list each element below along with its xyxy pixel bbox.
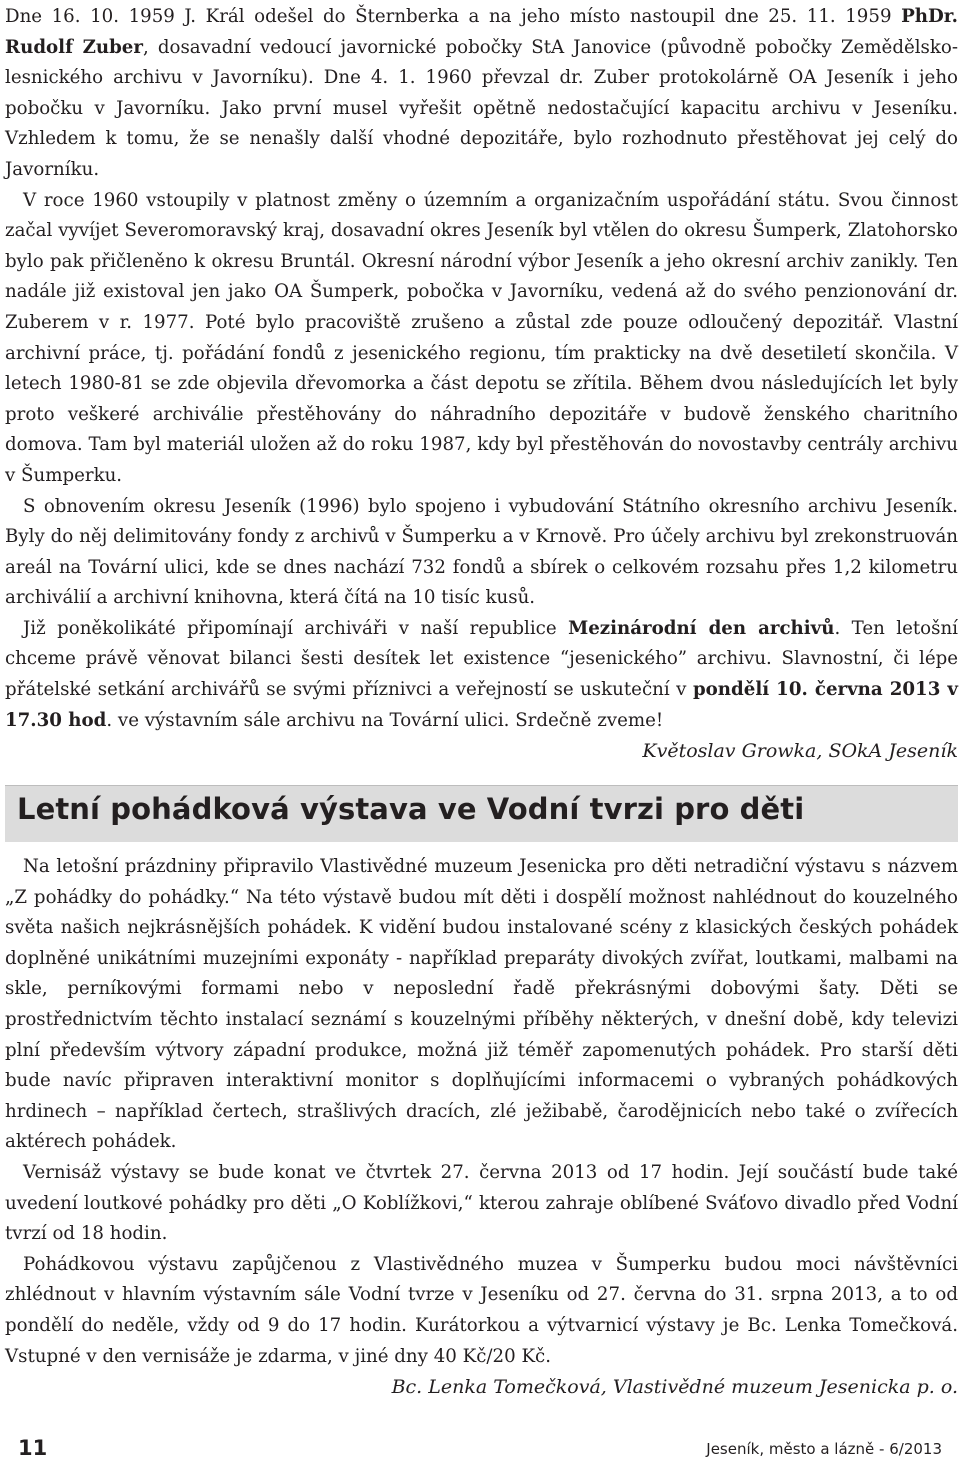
publication-title: Jeseník, město a lázně - 6/2013	[706, 1440, 942, 1458]
signature-exhibition: Bc. Lenka Tomečková, Vlastivědné muzeum Jesenicka p. o.	[391, 1376, 958, 1399]
section-heading-bar	[5, 785, 958, 842]
bold-name: PhDr. Rudolf Zuber	[5, 6, 958, 58]
text-run: , dosavadní vedoucí javornické pobočky StA Janovice (původně pobočky Zemědělsko-lesnického archivu v Javorníku). Dne 4. 1. 1960 převzal dr. Zuber protokolárně OA Jeseník i jeho pobočku v Javorníku. Jako první musel vyřešit opětně nedostačující kapacitu archivu v Jeseníku. Vzhledem k tomu, že se nenašly další vhodné depozitáře, bylo rozhodnuto přestěhovat jej celý do Javorníku.	[5, 36, 958, 180]
bold-event-date: pondělí 10. června 2013 v 17.30 hod	[5, 679, 958, 731]
page-number: 11	[18, 1436, 48, 1460]
article-exhibition	[5, 852, 958, 1402]
paragraph-2: V roce 1960 vstoupily v platnost změny o územním a organizačním uspořádání státu. Svou činnost začal vyvíjet Severomoravský kraj, dosavadní okres Jeseník byl vtělen do okresu Šumperk, Zlatohorsko bylo pak přičleněno k okresu Bruntál. Okresní národní výbor Jeseník a jeho okresní archiv zanikly. Ten nadále již existoval jen jako OA Šumperk, pobočka v Javorníku, vedená až do svého penzionování dr. Zuberem v r. 1977. Poté bylo pracoviště zrušeno a zůstal zde pouze odloučený depozitář. Vlastní archivní práce, tj. pořádání fondů z jesenického regionu, tím prakticky na dvě desetiletí skončila. V letech 1980-81 se zde objevila dřevomorka a část depotu se zřítila. Během dvou následujících let byly proto veškeré archiválie přestěhovány do náhradního depozitáře v budově ženského charitního domova. Tam byl materiál uložen až do roku 1987, kdy byl přestěhován do novostavby centrály archivu v Šumperku.	[5, 189, 958, 486]
bold-event-name: Mezinárodní den archivů	[568, 617, 835, 639]
paragraph-exhibition-2: Vernisáž výstavy se bude konat ve čtvrtek 27. června 2013 od 17 hodin. Její součástí bude také uvedení loutkové pohádky pro děti „O Koblížkovi,“ kterou zahraje oblíbené Sváťovo divadlo před Vodní tvrzí od 18 hodin.	[5, 1161, 958, 1245]
article-archive	[5, 0, 958, 766]
text-run: Dne 16. 10. 1959 J. Král odešel do Šternberka a na jeho místo nastoupil dne 25. 11. 1959	[5, 6, 902, 27]
signature-archive: Květoslav Growka, SOkA Jeseník	[642, 740, 958, 763]
text-run: . Ten letošní chceme právě věnovat bilanci šesti desítek let existence “jesenického” archivu. Slavnostní, či lépe přátelské setkání archivářů se svými příznivci a veřejností se uskuteční v	[5, 617, 958, 701]
text-run: Již poněkolikáté připomínají archiváři v naší republice	[23, 617, 569, 639]
page-footer	[5, 1432, 958, 1462]
paragraph-3: S obnovením okresu Jeseník (1996) bylo spojeno i vybudování Státního okresního archivu Jeseník. Byly do něj delimitovány fondy z archivů v Šumperku a v Krnově. Pro účely archivu byl zrekonstruován areál na Tovární ulici, kde se dnes nachází 732 fondů a sbírek o celkovém rozsahu přes 1,2 kilometru archiválií a archivní knihovna, která čítá na 10 tisíc kusů.	[5, 495, 958, 609]
paragraph-exhibition-1: Na letošní prázdniny připravilo Vlastivědné muzeum Jesenicka pro děti netradiční výstavu s názvem „Z pohádky do pohádky.“ Na této výstavě budou mít děti i dospělí možnost nahlédnout do kouzelného světa našich nejkrásnějších pohádek. K vidění budou instalované scény z klasických českých pohádek doplněné unikátními muzejními exponáty - například preparáty divokých zvířat, loutkami, malbami na skle, perníkovými formami nebo v neposlední řadě překrásnými dobovými šaty. Děti se prostřednictvím těchto instalací seznámí s kouzelnými příběhy některých, v dnešní době, kdy televizi plní především výtvory západní produkce, možná již téměř zapomenutých pohádek. Pro starší děti bude navíc připraven interaktivní monitor s doplňujícími informacemi o vybraných pohádkových hrdinech – například čertech, strašlivých dracích, zlé ježibabě, čarodějnicích nebo také o zvířecích aktérech pohádek.	[5, 856, 958, 1153]
paragraph-4	[5, 614, 958, 736]
section-heading: Letní pohádková výstava ve Vodní tvrzi pro děti	[17, 792, 805, 826]
paragraph-1	[5, 2, 958, 186]
text-run: . ve výstavním sále archivu na Tovární ulici. Srdečně zveme!	[106, 709, 664, 731]
paragraph-exhibition-3: Pohádkovou výstavu zapůjčenou z Vlastivědného muzea v Šumperku budou moci návštěvníci zhlédnout v hlavním výstavním sále Vodní tvrze v Jeseníku od 27. června do 31. srpna 2013, a to od pondělí do neděle, vždy od 9 do 17 hodin. Kurátorkou a výtvarnicí výstavy je Bc. Lenka Tomečková. Vstupné v den vernisáže je zdarma, v jiné dny 40 Kč/20 Kč.	[5, 1253, 958, 1367]
